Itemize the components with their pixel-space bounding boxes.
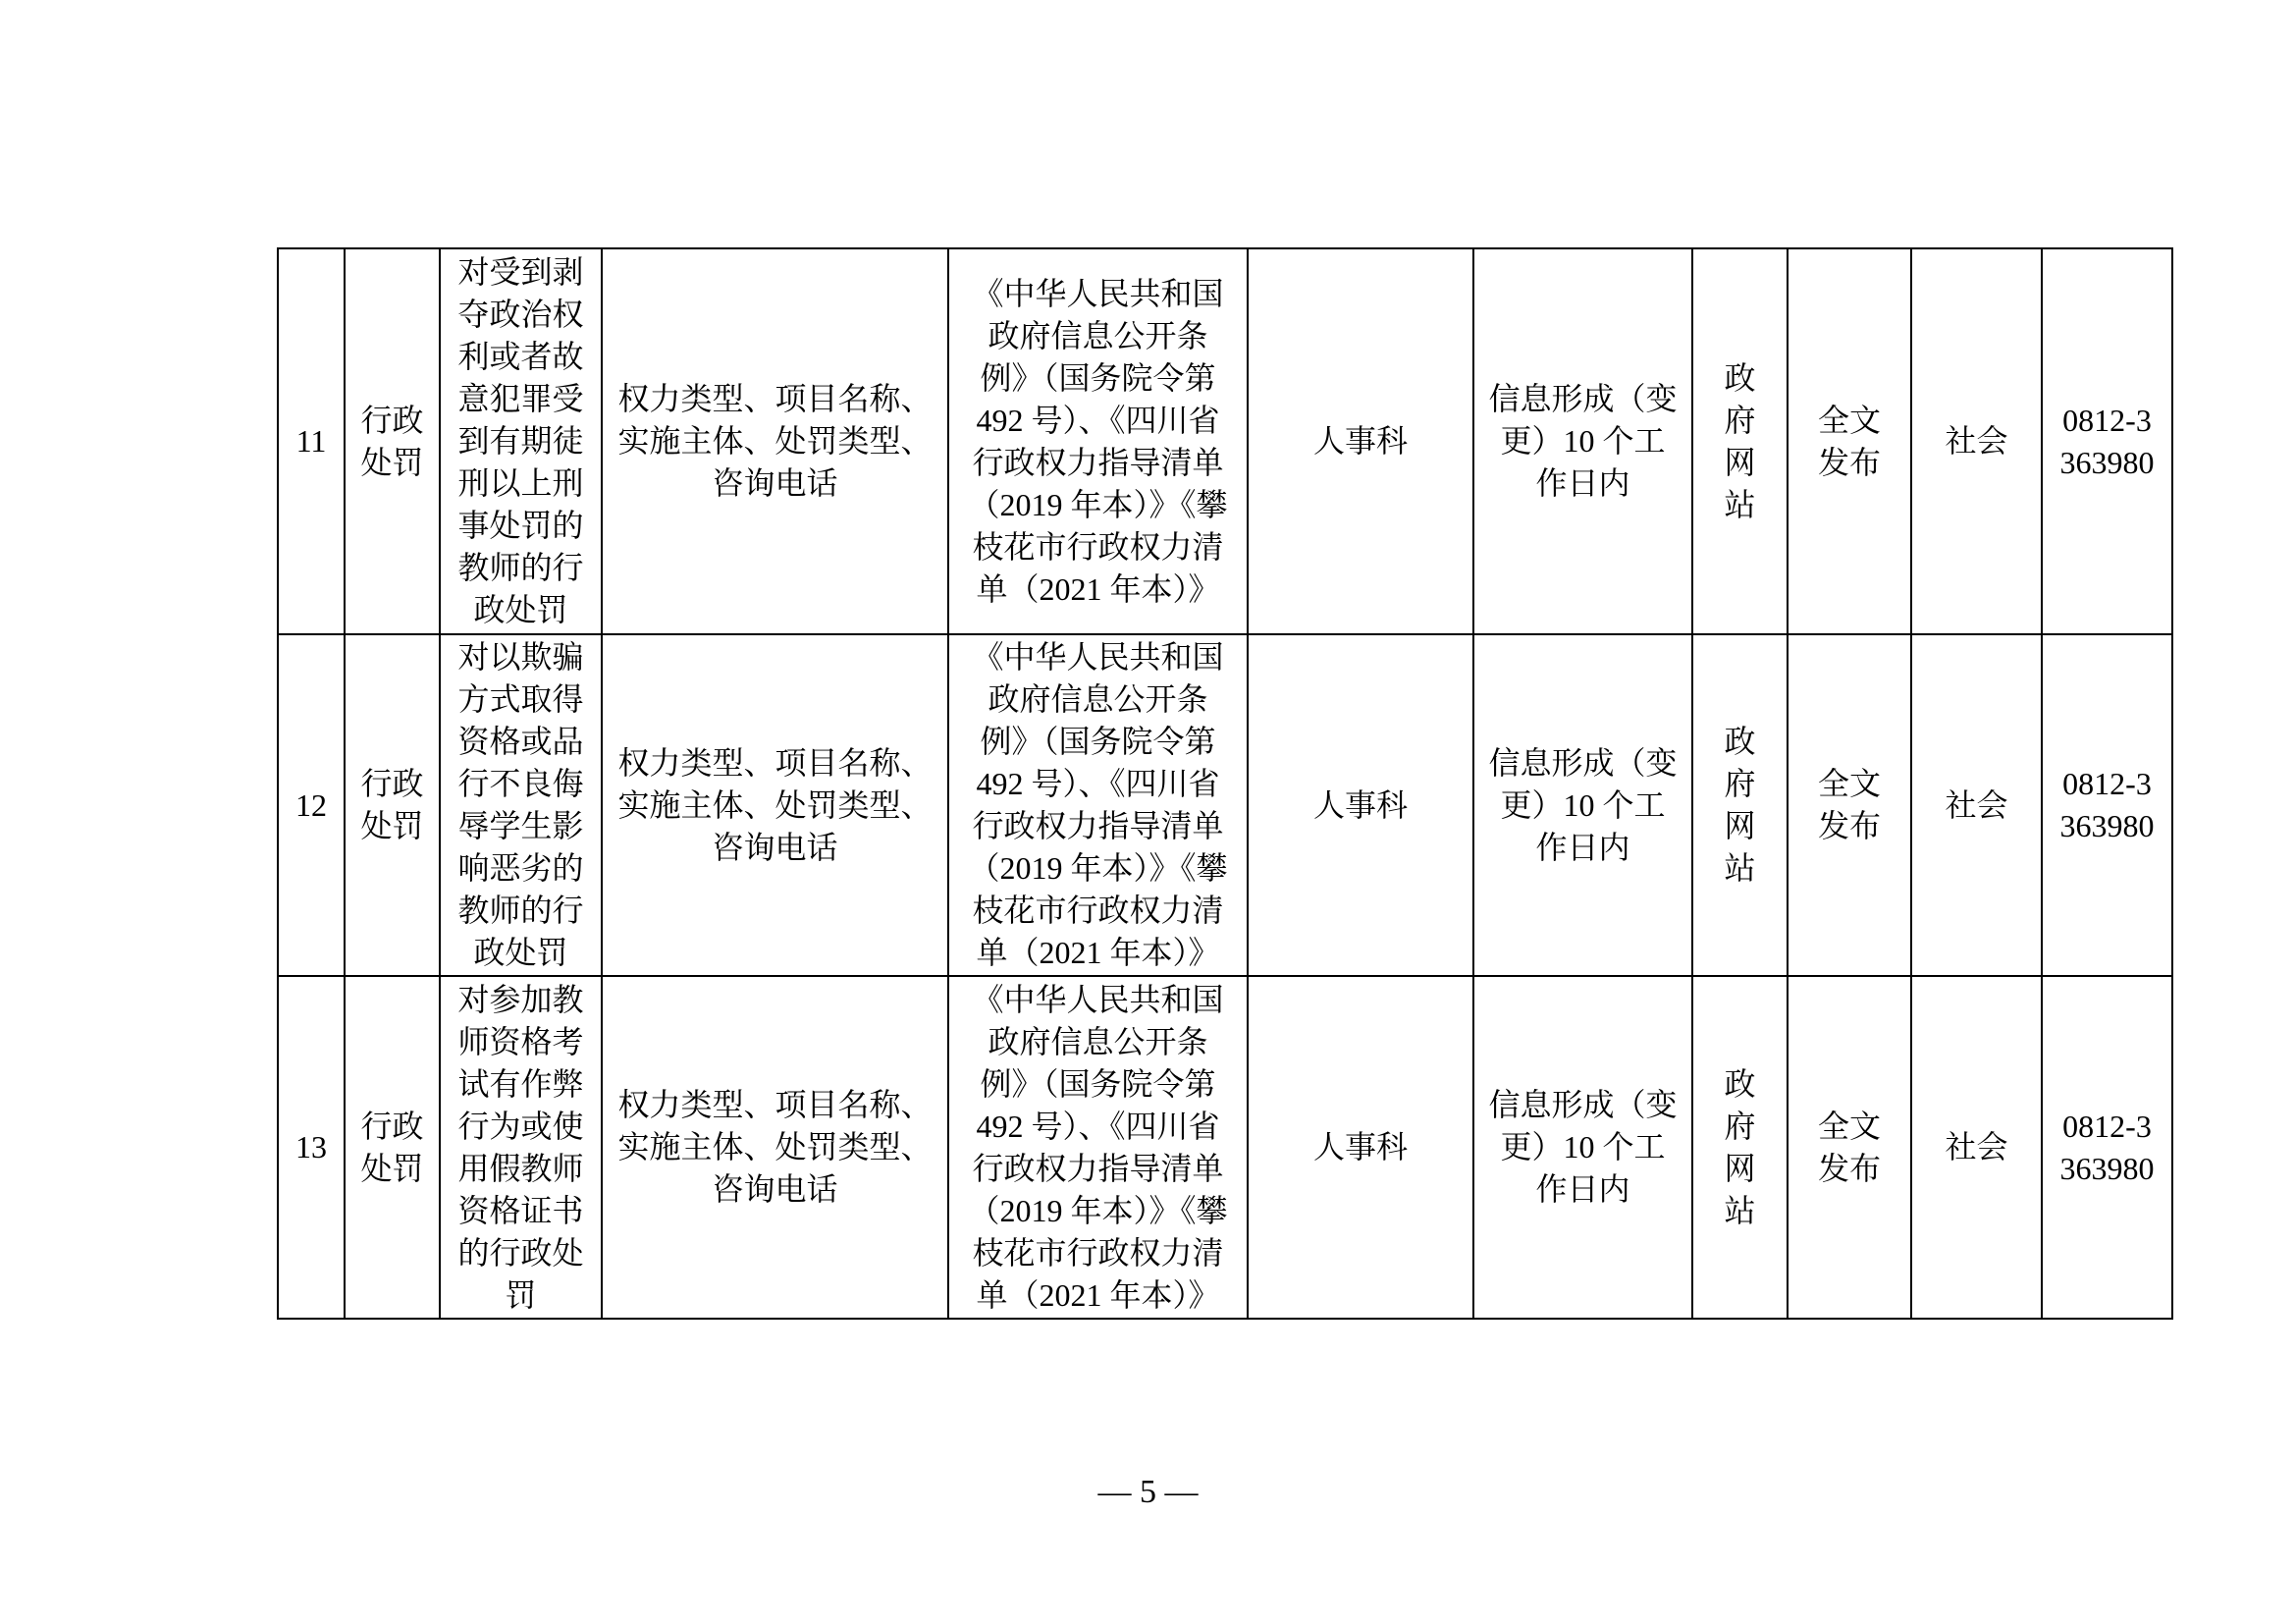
category-cell: 行政 处罚 bbox=[345, 634, 440, 976]
table-row bbox=[278, 634, 2172, 976]
disclosure-time-cell: 信息形成（变 更）10 个工 作日内 bbox=[1473, 634, 1692, 976]
disclosure-table bbox=[277, 247, 2173, 1320]
disclosure-method-cell: 全文 发布 bbox=[1788, 248, 1911, 634]
disclosure-content-cell: 权力类型、项目名称、 实施主体、处罚类型、 咨询电话 bbox=[602, 248, 948, 634]
responsible-dept-cell: 人事科 bbox=[1248, 976, 1473, 1319]
phone-cell: 0812-3 363980 bbox=[2042, 976, 2172, 1319]
phone-cell: 0812-3 363980 bbox=[2042, 248, 2172, 634]
item-name-cell: 对以欺骗 方式取得 资格或品 行不良侮 辱学生影 响恶劣的 教师的行 政处罚 bbox=[440, 634, 602, 976]
disclosure-method-cell: 全文 发布 bbox=[1788, 634, 1911, 976]
disclosure-scope-cell: 社会 bbox=[1911, 634, 2042, 976]
row-number-cell: 13 bbox=[278, 976, 345, 1319]
disclosure-content-cell: 权力类型、项目名称、 实施主体、处罚类型、 咨询电话 bbox=[602, 634, 948, 976]
legal-basis-cell: 《中华人民共和国 政府信息公开条 例》（国务院令第 492 号）、《四川省 行政权力指导清单 （2019 年本）》《攀 枝花市行政权力清 单（2021 年本）》 bbox=[948, 248, 1248, 634]
disclosure-channel-cell: 政 府 网 站 bbox=[1692, 248, 1788, 634]
legal-basis-cell: 《中华人民共和国 政府信息公开条 例》（国务院令第 492 号）、《四川省 行政权力指导清单 （2019 年本）》《攀 枝花市行政权力清 单（2021 年本）》 bbox=[948, 634, 1248, 976]
phone-cell: 0812-3 363980 bbox=[2042, 634, 2172, 976]
page-number: — 5 — bbox=[1097, 1474, 1199, 1510]
disclosure-scope-cell: 社会 bbox=[1911, 248, 2042, 634]
row-number-cell: 11 bbox=[278, 248, 345, 634]
disclosure-time-cell: 信息形成（变 更）10 个工 作日内 bbox=[1473, 976, 1692, 1319]
disclosure-method-cell: 全文 发布 bbox=[1788, 976, 1911, 1319]
disclosure-scope-cell: 社会 bbox=[1911, 976, 2042, 1319]
disclosure-content-cell: 权力类型、项目名称、 实施主体、处罚类型、 咨询电话 bbox=[602, 976, 948, 1319]
category-cell: 行政 处罚 bbox=[345, 976, 440, 1319]
legal-basis-cell: 《中华人民共和国 政府信息公开条 例》（国务院令第 492 号）、《四川省 行政权力指导清单 （2019 年本）》《攀 枝花市行政权力清 单（2021 年本）》 bbox=[948, 976, 1248, 1319]
disclosure-channel-cell: 政 府 网 站 bbox=[1692, 976, 1788, 1319]
row-number-cell: 12 bbox=[278, 634, 345, 976]
responsible-dept-cell: 人事科 bbox=[1248, 248, 1473, 634]
disclosure-time-cell: 信息形成（变 更）10 个工 作日内 bbox=[1473, 248, 1692, 634]
disclosure-channel-cell: 政 府 网 站 bbox=[1692, 634, 1788, 976]
item-name-cell: 对参加教 师资格考 试有作弊 行为或使 用假教师 资格证书 的行政处 罚 bbox=[440, 976, 602, 1319]
responsible-dept-cell: 人事科 bbox=[1248, 634, 1473, 976]
item-name-cell: 对受到剥 夺政治权 利或者故 意犯罪受 到有期徒 刑以上刑 事处罚的 教师的行 政处罚 bbox=[440, 248, 602, 634]
table-row bbox=[278, 976, 2172, 1319]
category-cell: 行政 处罚 bbox=[345, 248, 440, 634]
table-row bbox=[278, 248, 2172, 634]
